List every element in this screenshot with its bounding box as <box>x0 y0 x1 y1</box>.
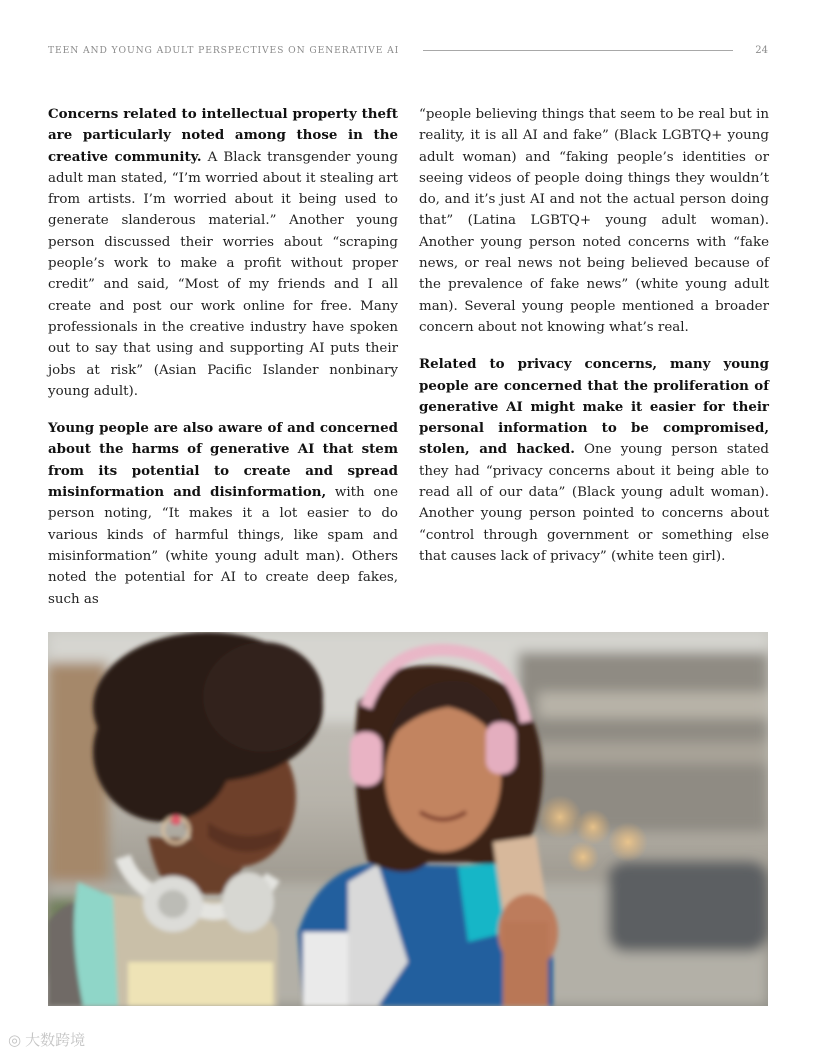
page-number: 24 <box>755 44 768 56</box>
right-column <box>419 104 769 583</box>
photo-two-young-women-with-phone <box>48 632 768 1006</box>
paragraph-lead: Related to privacy concerns, many young people are concerned that the proliferation of generative AI might make it easier for their personal information to be compromised, stolen, and hacked. <box>419 356 769 458</box>
paragraph-intellectual-property <box>48 104 398 402</box>
paragraph-body: One young person stated they had “privacy concerns about it being able to read all of our data” (Black young adult woman). Another young person pointed to concerns about “control through government or something else that causes lack of privacy” (white teen girl). <box>419 442 769 564</box>
paragraph-body: A Black transgender young adult man stated, “I’m worried about it stealing art from artists. I’m worried about it being used to generate slanderous material.” Another young person discussed their worries about “scraping people’s work to make a profit without proper credit” and said, “Most of my friends and I all create and post our work online for free. Many professionals in the creative industry have spoken out to say that using and supporting AI puts their jobs at risk” (Asian Pacific Islander nonbinary young adult). <box>48 149 398 399</box>
paragraph-lead: Concerns related to intellectual property theft are particularly noted among those in the creative community. <box>48 106 398 165</box>
report-title: TEEN AND YOUNG ADULT PERSPECTIVES ON GENERATIVE AI <box>48 44 400 56</box>
left-column <box>48 104 398 626</box>
watermark-text: 大数跨境 <box>25 1031 86 1049</box>
watermark-logo-icon: ◎ <box>8 1030 22 1049</box>
watermark <box>8 1029 85 1050</box>
header-divider <box>423 50 733 51</box>
paragraph-lead: Young people are also aware of and concerned about the harms of generative AI that stem from its potential to create and spread misinformation and disinformation, <box>48 420 398 501</box>
paragraph-misinformation <box>48 418 398 610</box>
paragraph-body: with one person noting, “It makes it a lot easier to do various kinds of harmful things, like spam and misinformation” (white young adult man). Others noted the potential for AI to create deep fakes, such as <box>48 485 398 607</box>
running-header <box>48 41 768 59</box>
paragraph-deep-fakes: “people believing things that seem to be real but in reality, it is all AI and fake” (Black LGBTQ+ young adult woman) and “faking people’s identities or seeing videos of people doing things they wouldn’t do, and it’s just AI and not the actual person doing that” (Latina LGBTQ+ young adult woman). Another young person noted concerns with “fake news, or real news not being believed because of the prevalence of fake news” (white young adult man). Several young people mentioned a broader concern about not knowing what’s real. <box>419 107 769 335</box>
photo-illustration <box>48 632 768 1006</box>
paragraph-privacy <box>419 354 769 567</box>
